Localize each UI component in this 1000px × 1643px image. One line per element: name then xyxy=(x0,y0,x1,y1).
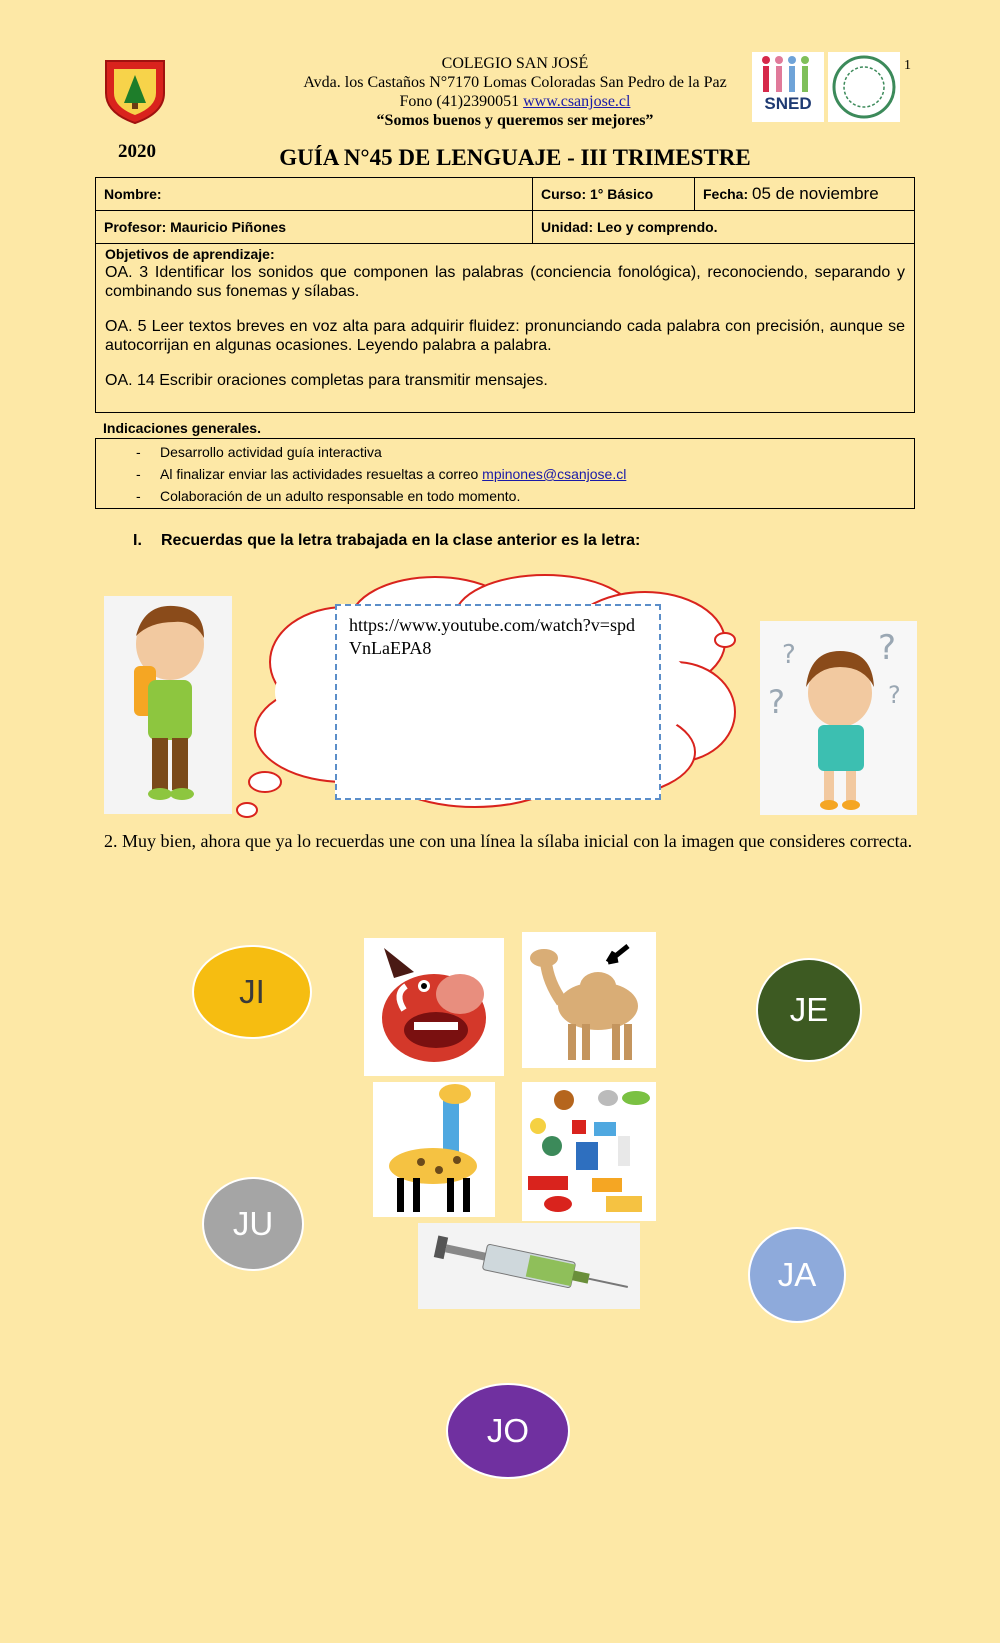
school-name: COLEGIO SAN JOSÉ xyxy=(441,55,589,72)
objectives-title: Objetivos de aprendizaje: xyxy=(105,246,275,262)
unit-cell: Unidad: Leo y comprendo. xyxy=(533,211,915,244)
school-contact xyxy=(270,92,760,111)
school-motto: “Somos buenos y queremos ser mejores” xyxy=(376,112,654,129)
section-2-instructions: 2. Muy bien, ahora que ya lo recuerdas une con una línea la sílaba inicial con la imagen que consideres correcta. xyxy=(104,831,913,851)
objective-item: OA. 3 Identificar los sonidos que componen las palabras (conciencia fonológica), reconociendo, separando y combinando sus fonemas y sílabas. xyxy=(105,264,905,300)
objective-item: OA. 14 Escribir oraciones completas para transmitir mensajes. xyxy=(105,372,548,389)
syringe-image[interactable] xyxy=(418,1223,640,1309)
indications-title: Indicaciones generales. xyxy=(103,420,261,436)
school-address: Avda. los Castaños N°7170 Lomas Coloradas San Pedro de la Paz xyxy=(303,74,727,91)
school-website-link[interactable]: www.csanjose.cl xyxy=(523,93,631,110)
syllable-ji[interactable]: JI xyxy=(192,945,312,1039)
section-1-heading: I. Recuerdas que la letra trabajada en la clase anterior es la letra: xyxy=(133,532,641,549)
school-logo xyxy=(100,55,170,125)
learning-objectives xyxy=(95,244,915,413)
course-cell xyxy=(533,178,695,211)
date-label: Fecha: xyxy=(703,186,749,202)
environmental-certification-seal xyxy=(828,52,900,122)
course-label: Curso: xyxy=(541,186,587,202)
objective-item: OA. 5 Leer textos breves en voz alta para adquirir fluidez: pronunciando cada palabra con precisión, aunque se autocorrijan en algunas ocasiones. Leyendo palabra a palabra. xyxy=(105,318,905,354)
svg-text:?: ? xyxy=(878,628,897,668)
syllable-je[interactable]: JE xyxy=(756,958,862,1062)
giraffe-image[interactable] xyxy=(373,1082,495,1217)
sned-logo xyxy=(752,52,824,122)
school-header xyxy=(270,54,760,130)
name-label: Nombre: xyxy=(104,186,162,202)
thinking-boy-image xyxy=(104,596,232,814)
camel-image[interactable] xyxy=(522,932,656,1068)
svg-text:?: ? xyxy=(888,681,901,709)
course-value: 1° Básico xyxy=(590,186,654,202)
syllable-ju[interactable]: JU xyxy=(202,1177,304,1271)
indications-list xyxy=(95,438,915,509)
date-cell xyxy=(695,178,915,211)
date-value: 05 de noviembre xyxy=(752,184,879,203)
student-info-table xyxy=(95,177,915,244)
teacher-cell: Profesor: Mauricio Piñones xyxy=(96,211,533,244)
indication-item: - Colaboración de un adulto responsable en todo momento. xyxy=(136,488,521,504)
syllable-ja[interactable]: JA xyxy=(748,1227,846,1323)
indication-item: - Al finalizar enviar las actividades resueltas a correo mpinones@csanjose.cl xyxy=(136,466,627,482)
indication-item: - Desarrollo actividad guía interactiva xyxy=(136,444,382,460)
sned-label: SNED xyxy=(764,94,812,113)
toys-image[interactable] xyxy=(522,1082,656,1221)
syllable-jo[interactable]: JO xyxy=(446,1383,570,1479)
school-phone: Fono (41)2390051 xyxy=(399,93,520,110)
warthog-image[interactable] xyxy=(364,938,504,1076)
video-link[interactable]: https://www.youtube.com/watch?v=spdVnLaEPA8 xyxy=(335,604,661,800)
svg-text:?: ? xyxy=(782,640,796,670)
teacher-email-link[interactable]: mpinones@csanjose.cl xyxy=(482,466,627,482)
year: 2020 xyxy=(118,141,156,162)
thinking-girl-image xyxy=(760,621,917,815)
name-cell[interactable] xyxy=(96,178,533,211)
page-title: GUÍA N°45 DE LENGUAJE - III TRIMESTRE xyxy=(279,145,751,170)
svg-text:?: ? xyxy=(768,683,785,721)
page-number: 1 xyxy=(904,58,911,73)
